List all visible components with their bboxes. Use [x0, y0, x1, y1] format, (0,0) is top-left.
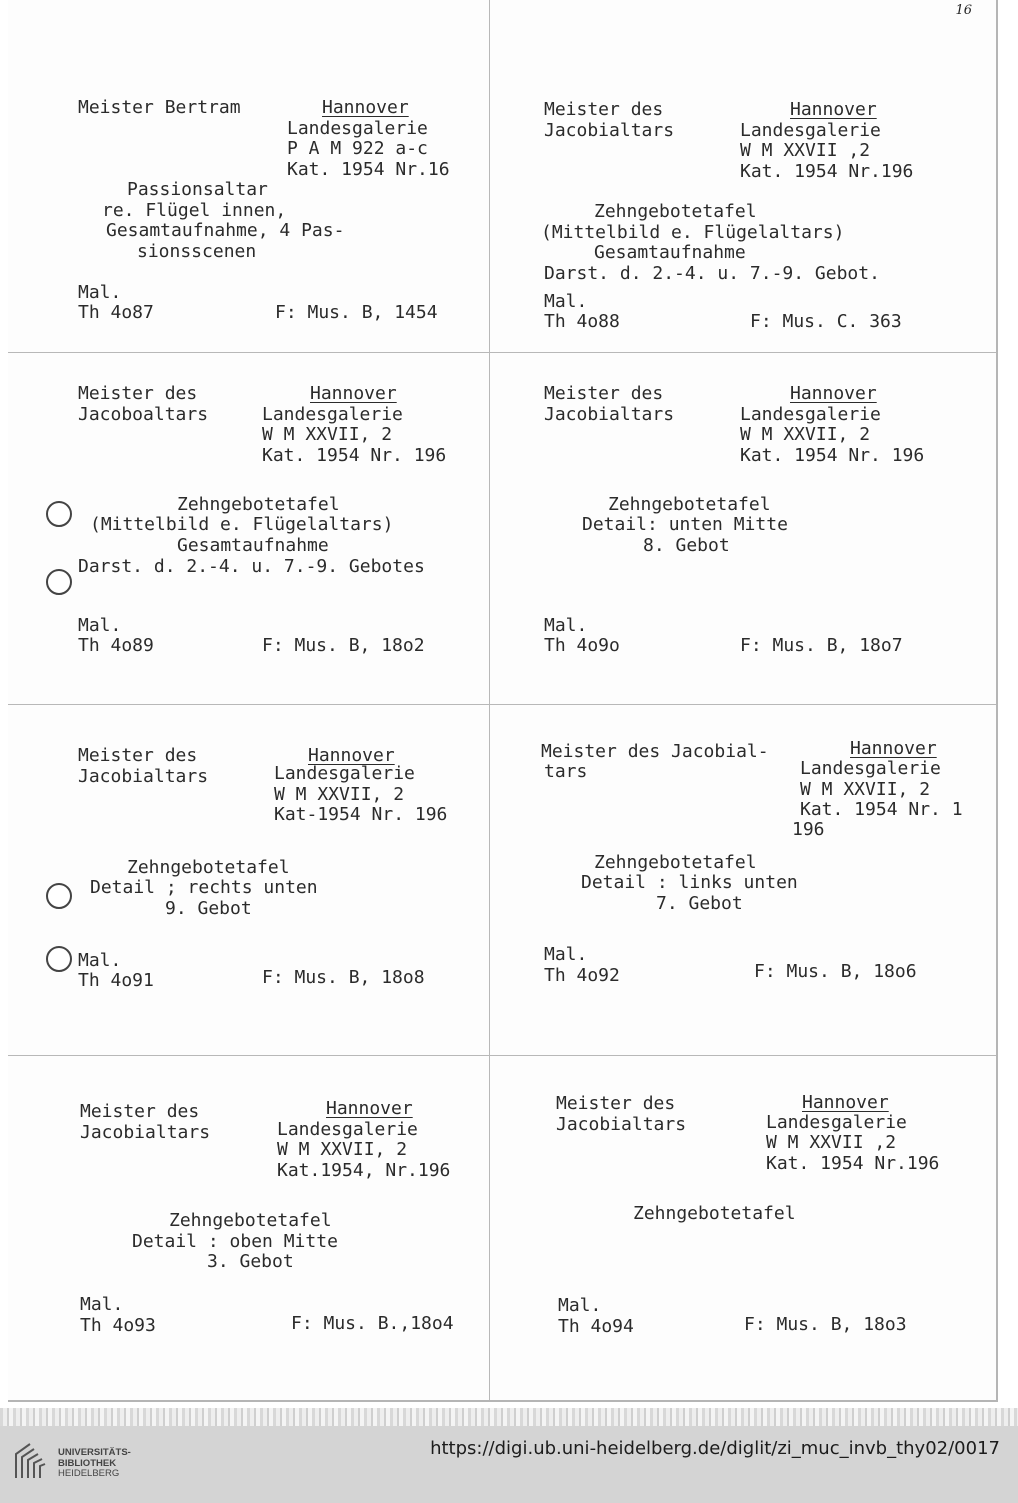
card-text-line: Zehngebotetafel: [177, 494, 340, 515]
card-text-line: Kat. 1954 Nr.196: [766, 1153, 940, 1174]
card-text-line: Jacobialtars: [544, 120, 675, 141]
card-text-line: Hannover: [326, 1098, 413, 1119]
card-text-line: 8. Gebot: [643, 535, 730, 556]
card-text-line: Landesgalerie: [287, 118, 428, 139]
card-text-line: Detail : oben Mitte: [132, 1231, 338, 1252]
card-text-line: Passionsaltar: [127, 179, 268, 200]
punch-hole: [46, 883, 72, 909]
card-text-line: Landesgalerie: [274, 763, 415, 784]
card-text-line: Th 4o91: [78, 970, 154, 991]
card-text-line: Hannover: [322, 97, 409, 118]
logo-line: BIBLIOTHEK: [58, 1457, 117, 1469]
footer-bar: [0, 1426, 1018, 1503]
card-text-line: F: Mus. B, 18o7: [740, 635, 903, 656]
card-text-line: Zehngebotetafel: [127, 857, 290, 878]
row-divider: [8, 1055, 996, 1056]
card-text-line: (Mittelbild e. Flügelaltars): [90, 514, 394, 535]
card-text-line: Gesamtaufnahme: [177, 535, 329, 556]
card-text-line: Mal.: [78, 950, 122, 971]
card-text-line: P A M 922 a-c: [287, 138, 428, 159]
card-text-line: Hannover: [850, 738, 937, 759]
card-text-line: re. Flügel innen,: [102, 200, 287, 221]
card-text-line: F: Mus. B, 18o2: [262, 635, 425, 656]
card-text-line: Mal.: [78, 282, 122, 303]
card-text-line: Jacobialtars: [78, 766, 209, 787]
library-logo-icon: [12, 1440, 48, 1480]
card-text-line: F: Mus. B, 18o3: [744, 1314, 907, 1335]
card-text-line: Gesamtaufnahme, 4 Pas-: [106, 220, 345, 241]
card-text-line: Meister Bertram: [78, 97, 241, 118]
card-text-line: Kat.1954, Nr.196: [277, 1160, 451, 1181]
card-text-line: Meister des: [78, 383, 198, 404]
card-text-line: Mal.: [544, 615, 588, 636]
card-text-line: Jacobialtars: [544, 404, 675, 425]
card-text-line: F: Mus. B, 18o8: [262, 967, 425, 988]
punch-hole: [46, 946, 72, 972]
card-text-line: (Mittelbild e. Flügelaltars): [541, 222, 845, 243]
card-text-line: Detail : links unten: [581, 872, 798, 893]
card-text-line: Mal.: [78, 615, 122, 636]
card-text-line: 9. Gebot: [165, 898, 252, 919]
card-text-line: Hannover: [802, 1092, 889, 1113]
card-text-line: F: Mus. B, 1454: [275, 302, 438, 323]
card-text-line: 196: [792, 819, 825, 840]
card-text-line: Mal.: [558, 1295, 602, 1316]
card-text-line: 3. Gebot: [207, 1251, 294, 1272]
card-text-line: Meister des: [556, 1093, 676, 1114]
card-text-line: Th 4o94: [558, 1316, 634, 1337]
card-text-line: Detail: unten Mitte: [582, 514, 788, 535]
card-text-line: Meister des: [78, 745, 198, 766]
row-divider: [8, 704, 996, 705]
card-text-line: Mal.: [544, 944, 588, 965]
card-text-line: Th 4o9o: [544, 635, 620, 656]
logo-line: UNIVERSITÄTS-: [58, 1447, 131, 1458]
column-divider: [489, 0, 490, 1400]
card-text-line: F: Mus. B.,18o4: [291, 1313, 454, 1334]
card-text-line: W M XXVII ,2: [740, 140, 871, 161]
library-logo-text: [58, 1448, 131, 1480]
card-text-line: Zehngebotetafel: [594, 201, 757, 222]
card-text-line: Landesgalerie: [740, 404, 881, 425]
row-divider: [8, 352, 996, 353]
card-text-line: Zehngebotetafel: [594, 852, 757, 873]
card-text-line: 7. Gebot: [656, 893, 743, 914]
card-text-line: Meister des: [80, 1101, 200, 1122]
card-text-line: W M XXVII ,2: [766, 1132, 897, 1153]
card-text-line: Landesgalerie: [740, 120, 881, 141]
card-text-line: Kat. 1954 Nr. 196: [262, 445, 447, 466]
card-text-line: W M XXVII, 2: [740, 424, 871, 445]
card-text-line: Mal.: [80, 1294, 124, 1315]
card-text-line: Landesgalerie: [766, 1112, 907, 1133]
card-text-line: F: Mus. B, 18o6: [754, 961, 917, 982]
card-text-line: Hannover: [790, 383, 877, 404]
card-text-line: Meister des Jacobial-: [541, 741, 769, 762]
card-text-line: Zehngebotetafel: [169, 1210, 332, 1231]
card-text-line: Meister des: [544, 99, 664, 120]
card-text-line: Gesamtaufnahme: [594, 242, 746, 263]
card-text-line: Hannover: [308, 745, 395, 766]
punch-hole: [46, 569, 72, 595]
card-text-line: Landesgalerie: [800, 758, 941, 779]
card-text-line: Th 4o88: [544, 311, 620, 332]
card-text-line: Kat-1954 Nr. 196: [274, 804, 448, 825]
card-text-line: Zehngebotetafel: [633, 1203, 796, 1224]
card-text-line: W M XXVII, 2: [262, 424, 393, 445]
card-text-line: Hannover: [310, 383, 397, 404]
card-text-line: Th 4o87: [78, 302, 154, 323]
scan-edge-strip: [0, 1408, 1018, 1426]
card-text-line: sionsscenen: [137, 241, 257, 262]
card-text-line: Meister des: [544, 383, 664, 404]
card-text-line: Darst. d. 2.-4. u. 7.-9. Gebot.: [544, 263, 880, 284]
card-text-line: W M XXVII, 2: [274, 784, 405, 805]
card-text-line: Detail ; rechts unten: [90, 877, 318, 898]
card-text-line: Th 4o89: [78, 635, 154, 656]
card-text-line: Jacobialtars: [556, 1114, 687, 1135]
card-text-line: Kat. 1954 Nr. 196: [740, 445, 925, 466]
card-text-line: Landesgalerie: [277, 1119, 418, 1140]
card-text-line: Zehngebotetafel: [608, 494, 771, 515]
card-text-line: F: Mus. C. 363: [750, 311, 902, 332]
card-text-line: Hannover: [790, 99, 877, 120]
card-text-line: Th 4o93: [80, 1315, 156, 1336]
card-text-line: Th 4o92: [544, 965, 620, 986]
card-text-line: W M XXVII, 2: [800, 779, 931, 800]
card-text-line: Kat. 1954 Nr. 1: [800, 799, 963, 820]
card-text-line: Landesgalerie: [262, 404, 403, 425]
card-text-line: tars: [544, 761, 588, 782]
card-text-line: Jacobialtars: [80, 1122, 211, 1143]
card-text-line: Mal.: [544, 291, 588, 312]
page-number: 16: [955, 3, 972, 18]
card-text-line: Kat. 1954 Nr.16: [287, 159, 450, 180]
card-text-line: Darst. d. 2.-4. u. 7.-9. Gebotes: [78, 556, 425, 577]
card-text-line: Kat. 1954 Nr.196: [740, 161, 914, 182]
card-text-line: W M XXVII, 2: [277, 1139, 408, 1160]
punch-hole: [46, 501, 72, 527]
card-text-line: Jacoboaltars: [78, 404, 209, 425]
source-url-link[interactable]: https://digi.ub.uni-heidelberg.de/diglit/zi_muc_invb_thy02/0017: [430, 1438, 1000, 1459]
logo-line: HEIDELBERG: [58, 1468, 120, 1479]
